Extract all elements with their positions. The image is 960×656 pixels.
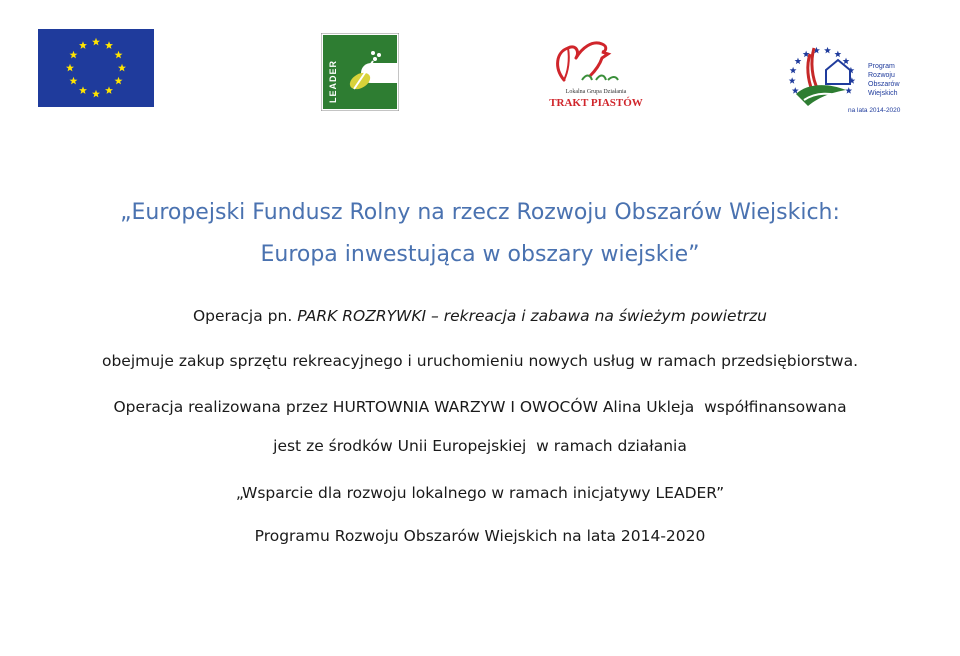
prow-star-icon — [824, 47, 831, 54]
prow-period: na lata 2014-2020 — [848, 107, 901, 114]
prow-star-icon — [789, 77, 796, 84]
eu-flag-icon — [38, 29, 154, 107]
prow-star-icon — [795, 58, 802, 65]
prow-star-icon — [790, 67, 797, 74]
prow-line-3: Obszarów — [868, 81, 900, 88]
heading-line-1: „Europejski Fundusz Rolny na rzecz Rozwoju Obszarów Wiejskich: — [120, 200, 840, 225]
measure-name-line: „Wsparcie dla rozwoju lokalnego w ramach inicjatywy LEADER” — [235, 484, 725, 502]
operation-beneficiary-line: Operacja realizowana przez HURTOWNIA WARZYW I OWOCÓW Alina Ukleja współfinansowana — [113, 398, 847, 416]
prow-line-4: Wiejskich — [868, 90, 898, 97]
leader-logo-icon — [321, 33, 399, 111]
operation-title: PARK ROZRYWKI – rekreacja i zabawa na świeżym powietrzu — [297, 307, 768, 325]
programme-name-line: Programu Rozwoju Obszarów Wiejskich na lata 2014-2020 — [254, 527, 706, 545]
lgd-name: TRAKT PIASTÓW — [549, 97, 643, 109]
eu-stars — [38, 29, 154, 107]
operation-prefix: Operacja pn. — [192, 307, 298, 325]
prow-star-icon — [834, 51, 841, 58]
prow-star-icon — [845, 87, 852, 94]
lgd-trakt-piastow-logo-icon — [546, 30, 646, 114]
prow-line-2: Rozwoju — [868, 72, 895, 79]
prow-logo-icon — [782, 44, 912, 116]
operation-name-line — [0, 307, 960, 325]
prow-line-1: Program — [868, 63, 895, 70]
prow-star-icon — [843, 58, 850, 65]
operation-scope-line: obejmuje zakup sprzętu rekreacyjnego i uruchomieniu nowych usług w ramach przedsiębiorstwa. — [101, 352, 859, 370]
heading-line-2: Europa inwestująca w obszary wiejskie” — [260, 242, 700, 267]
leader-text: LEADER — [328, 59, 338, 103]
lgd-small-text: Lokalna Grupa Działania — [565, 89, 627, 95]
funding-source-line: jest ze środków Unii Europejskiej w ramach działania — [273, 437, 687, 455]
